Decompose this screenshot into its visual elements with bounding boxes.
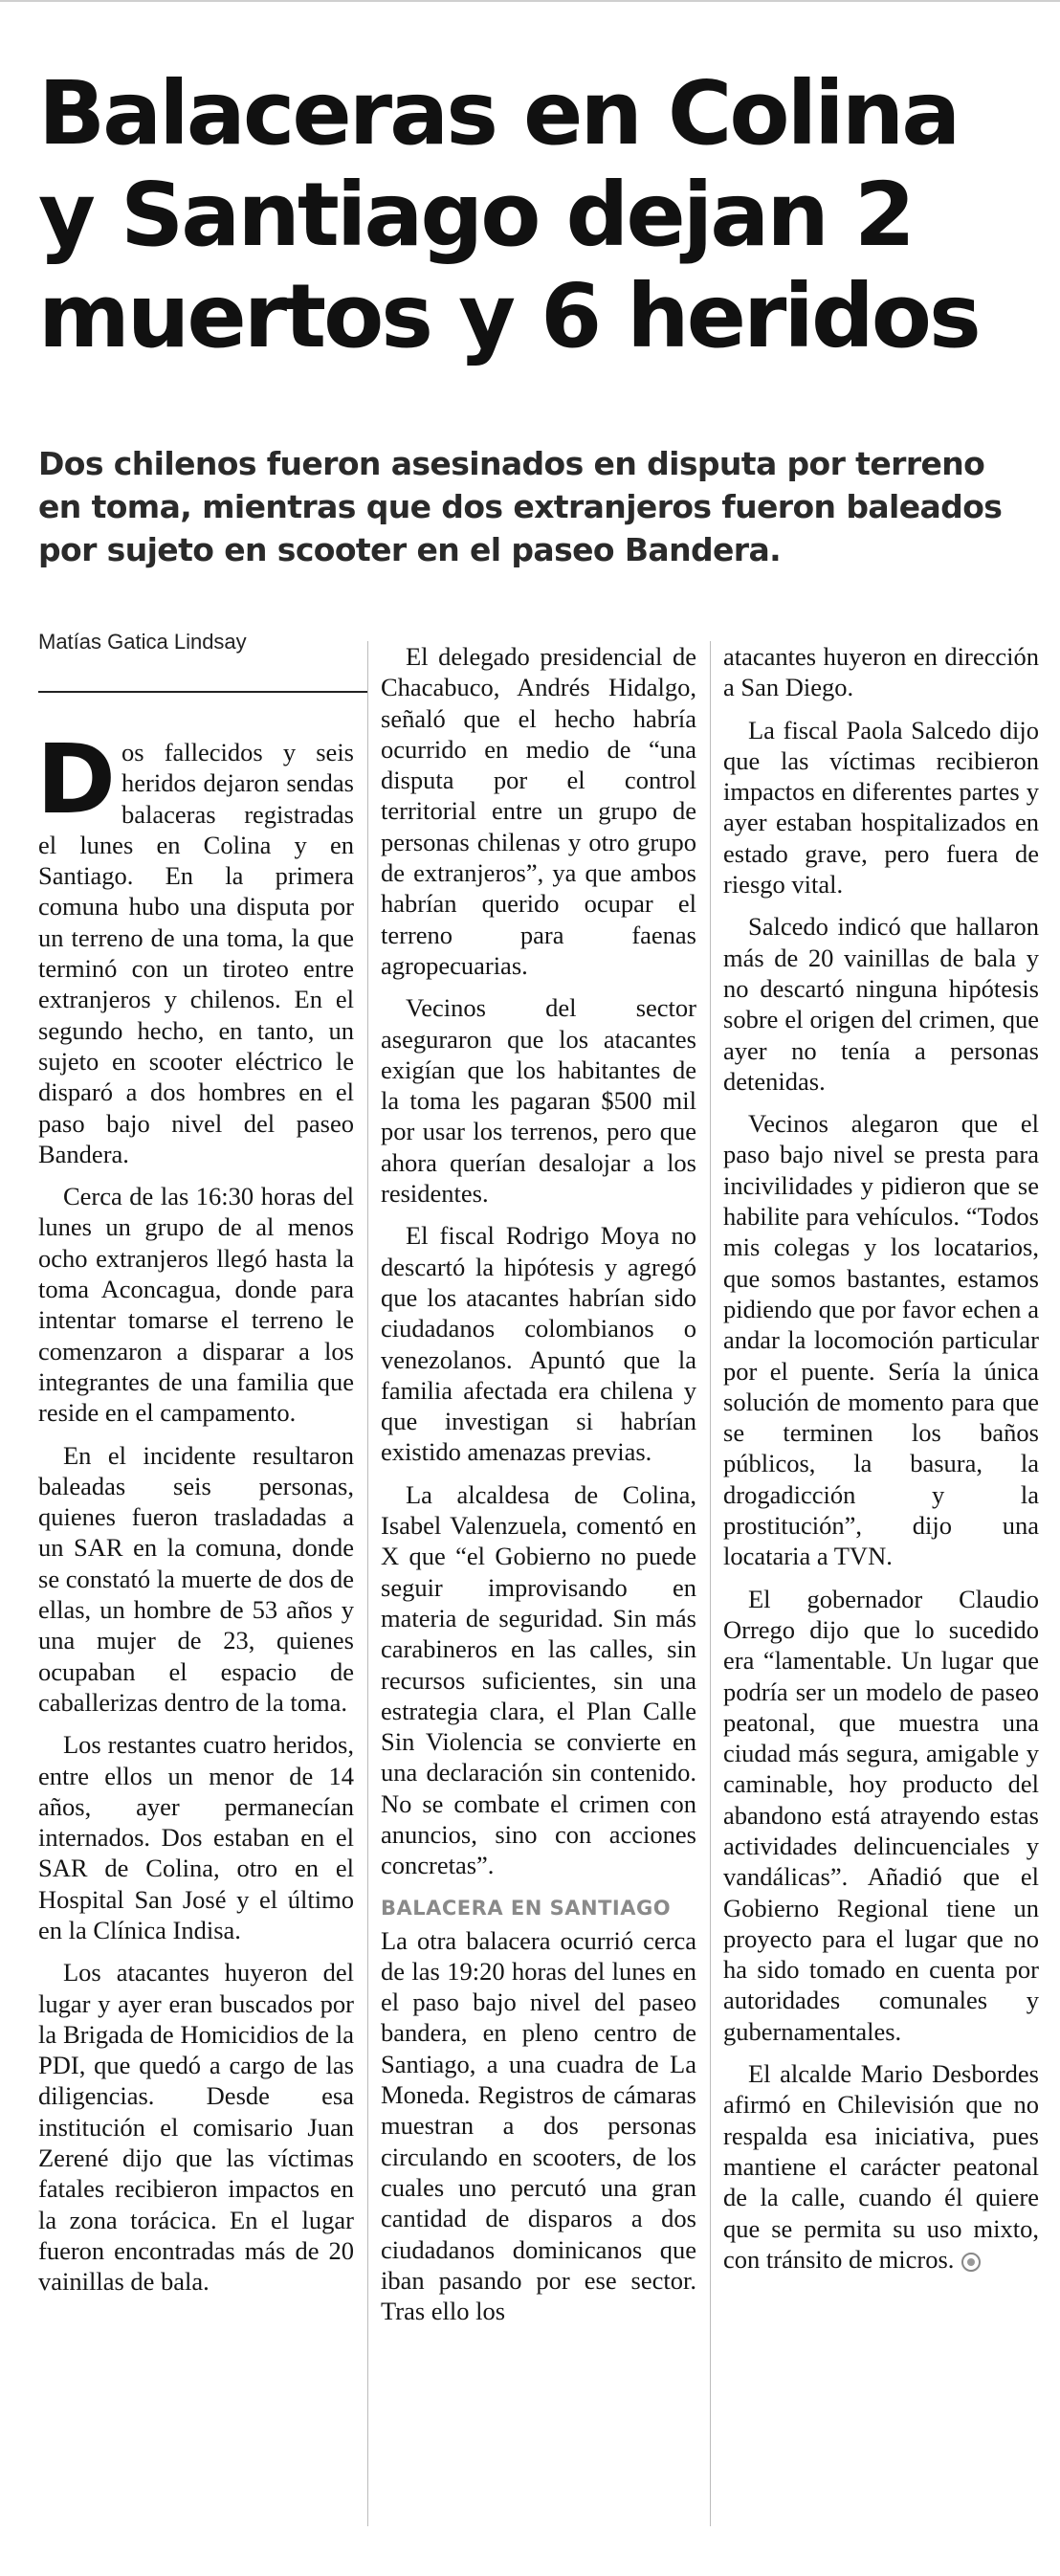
paragraph: El fiscal Rodrigo Moya no descartó la hipótesis y agregó que los atacantes habrían sido ciudadanos colombianos o venezolanos. Apuntó que la familia afectada era chilena y que investigan si habrían existido amenazas previas. <box>381 1221 696 1467</box>
paragraph: Vecinos alegaron que el paso bajo nivel se presta para incivilidades y pidieron que se habilite para vehículos. “Todos mis colegas y los locatarios, que somos bastantes, estamos pidiendo que por favor echen a andar la locomoción particular por el puente. Sería la única solución de momento para que se terminen los baños públicos, la basura, la drogadicción y la prostitución”, dijo una locataria a TVN. <box>723 1109 1039 1571</box>
byline: Matías Gatica Lindsay <box>38 630 247 654</box>
paragraph: atacantes huyeron en dirección a San Diego. <box>723 642 1039 702</box>
paragraph-text: os fallecidos y seis heridos dejaron sendas balaceras registradas el lunes en Colina y en Santiago. En la primera comuna hubo una disputa por un terreno de una toma, la que terminó con un tiroteo entre extranjeros y chilenos. En el segundo hecho, en tanto, un sujeto en scooter eléctrico le disparó a dos hombres en el paso bajo nivel del paseo Bandera. <box>38 738 354 1168</box>
paragraph: Vecinos del sector aseguraron que los atacantes exigían que los habitantes de la toma les pagaran $500 mil por usar los terrenos, pero que ahora querían desalojar a los residentes. <box>381 993 696 1209</box>
subheadline: Dos chilenos fueron asesinados en disputa por terreno en toma, mientras que dos extranjeros fueron baleados por sujeto en scooter en el paseo Bandera. <box>38 445 1003 568</box>
paragraph-text: El alcalde Mario Desbordes afirmó en Chilevisión que no respalda esa iniciativa, pues mantiene el carácter peatonal de la calle, cuando él quiere que se permita su uso mixto, con tránsito de micros. <box>723 2059 1039 2274</box>
paragraph: La alcaldesa de Colina, Isabel Valenzuela, comentó en X que “el Gobierno no puede seguir improvisando en materia de seguridad. Sin más carabineros en las calles, sin recursos suficientes, sin una estrategia clara, el Plan Calle Sin Violencia se convierte en una declaración sin contenido. No se combate el crimen con anuncios, sino con acciones concretas”. <box>381 1479 696 1880</box>
paragraph: Cerca de las 16:30 horas del lunes un grupo de al menos ocho extranjeros llegó hasta la toma Aconcagua, donde para intentar tomarse el terreno le comenzaron a disparar a los integrantes de una familia que reside en el campamento. <box>38 1182 354 1428</box>
article-column-2 <box>381 641 696 2338</box>
paragraph: El gobernador Claudio Orrego dijo que lo sucedido era “lamentable. Un lugar que podría ser un modelo de paseo peatonal, que muestra una ciudad más segura, amigable y caminable, hoy producto del abandono está atrayendo estas actividades delincuenciales y vandálicas”. Añadió que el Gobierno Regional tiene un proyecto para el lugar que no ha sido tomado en cuenta por autoridades comunales y gubernamentales. <box>723 1584 1039 2046</box>
article-column-1 <box>36 723 354 2309</box>
paragraph: El delegado presidencial de Chacabuco, Andrés Hidalgo, señaló que el hecho habría ocurrido en medio de “una disputa por el control territorial entre un grupo de personas chilenas y otro grupo de extranjeros”, ya que ambos habrían querido ocupar el terreno para faenas agropecuarias. <box>381 642 696 980</box>
top-rule <box>0 0 1060 2</box>
column-divider <box>710 641 711 2526</box>
paragraph: Los atacantes huyeron del lugar y ayer eran buscados por la Brigada de Homicidios de la PDI, que quedó a cargo de las diligencias. Desde esa institución el comisario Juan Zerené dijo que las víctimas fatales recibieron impactos en la zona torácica. En el lugar fueron encontradas más de 20 vainillas de bala. <box>38 1958 354 2297</box>
paragraph: La otra balacera ocurrió cerca de las 19:20 horas del lunes en el paso bajo nivel del paseo bandera, en pleno centro de Santiago, a una cuadra de La Moneda. Registros de cámaras muestran a dos personas circulando en scooters, de los cuales uno percutó una gran cantidad de disparos a dos ciudadanos dominicanos que iban pasando por ese sector. Tras ello los <box>381 1925 696 2326</box>
article-column-3 <box>723 641 1039 2286</box>
paragraph <box>36 723 354 1169</box>
paragraph: En el incidente resultaron baleadas seis personas, quienes fueron trasladadas a un SAR en la comuna, donde se constató la muerte de dos de ellas, un hombre de 53 años y una mujer de 23, quienes ocupaban el espacio de caballerizas dentro de la toma. <box>38 1440 354 1717</box>
drop-cap: D <box>36 723 117 835</box>
paragraph <box>723 2058 1039 2275</box>
byline-rule <box>38 691 368 693</box>
column-divider <box>367 641 368 2526</box>
section-heading: BALACERA EN SANTIAGO <box>381 1896 672 1920</box>
paragraph: Salcedo indicó que hallaron más de 20 vainillas de bala y no descartó ninguna hipótesis sobre el origen del crimen, que ayer no tenía a personas detenidas. <box>723 912 1039 1096</box>
headline: Balaceras en Colina y Santiago dejan 2 muertos y 6 heridos <box>38 62 979 367</box>
end-of-article-icon <box>961 2253 981 2272</box>
paragraph: La fiscal Paola Salcedo dijo que las víctimas recibieron impactos en diferentes partes y ayer estaban hospitalizados en estado grave, pero fuera de riesgo vital. <box>723 715 1039 899</box>
paragraph: Los restantes cuatro heridos, entre ellos un menor de 14 años, ayer permanecían internados. Dos estaban en el SAR de Colina, otro en el Hospital San José y el último en la Clínica Indisa. <box>38 1730 354 1944</box>
